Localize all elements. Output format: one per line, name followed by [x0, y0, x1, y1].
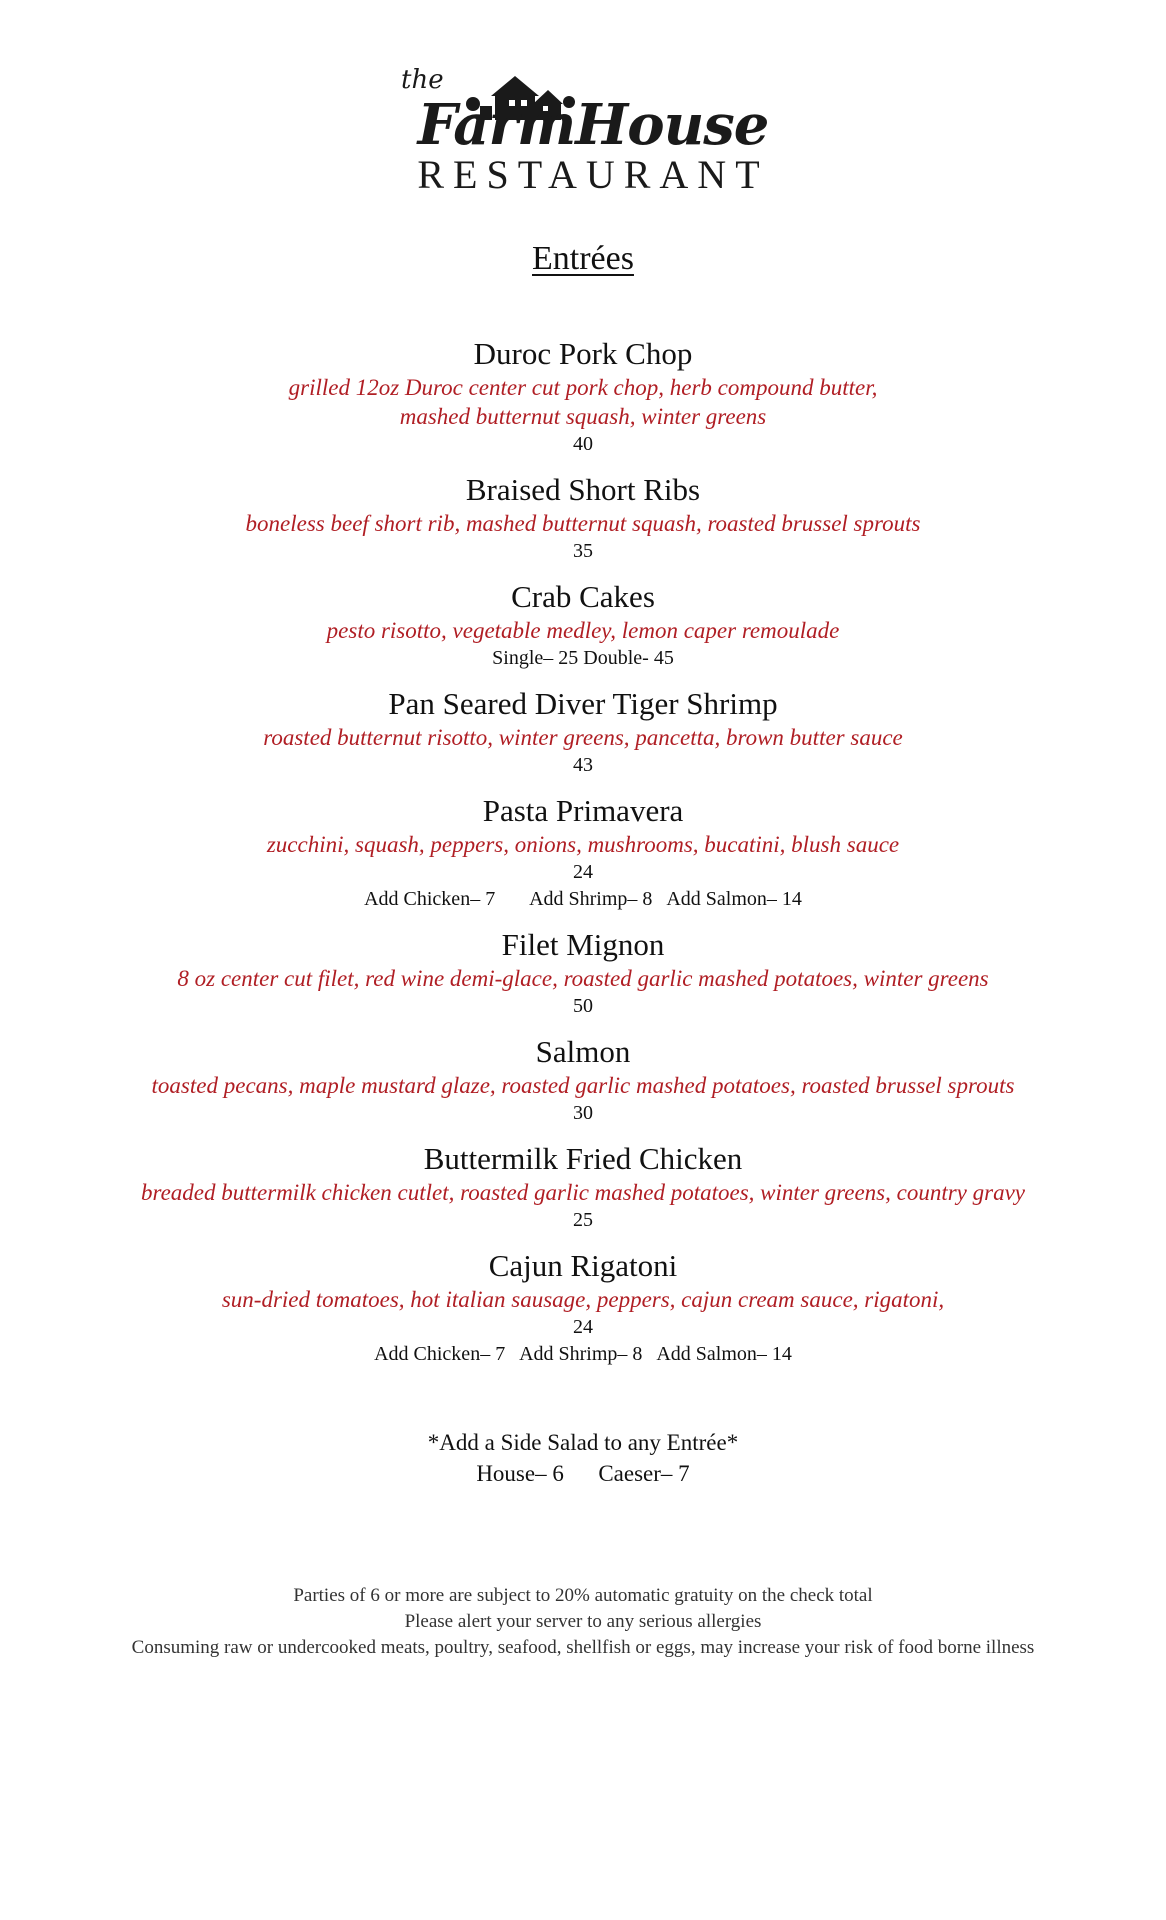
item-name: Braised Short Ribs: [465, 472, 701, 507]
item-price: 50: [573, 995, 593, 1017]
footer-notes: [0, 1583, 1166, 1661]
menu-item: [0, 471, 1166, 565]
item-description: sun-dried tomatoes, hot italian sausage, peppers, cajun cream sauce, rigatoni,: [221, 1287, 945, 1312]
item-price: 25: [573, 1209, 593, 1231]
menu-item: [0, 1033, 1166, 1127]
logo-top-text: the: [401, 66, 444, 95]
menu-item: [0, 1140, 1166, 1234]
item-price: 43: [573, 754, 593, 776]
logo-bottom-text: RESTAURANT: [417, 152, 769, 196]
item-add-ons: Add Chicken– 7 Add Shrimp– 8 Add Salmon– 14: [374, 1343, 792, 1365]
item-description: mashed butternut squash, winter greens: [399, 404, 767, 429]
item-add-ons: Add Chicken– 7 Add Shrimp– 8 Add Salmon– 14: [364, 888, 802, 910]
item-price: 24: [573, 861, 593, 883]
entree-list: [0, 335, 1166, 1381]
menu-item: [0, 926, 1166, 1020]
menu-item: [0, 792, 1166, 913]
side-salad-note: [0, 1427, 1166, 1489]
item-price: Single– 25 Double- 45: [492, 647, 674, 669]
item-description: toasted pecans, maple mustard glaze, roasted garlic mashed potatoes, roasted brussel sprouts: [151, 1073, 1015, 1098]
menu-item: [0, 1247, 1166, 1368]
item-description: grilled 12oz Duroc center cut pork chop, herb compound butter,: [288, 375, 878, 400]
item-name: Buttermilk Fried Chicken: [423, 1141, 743, 1176]
item-price: 24: [573, 1316, 593, 1338]
logo-script-text: FarmHouse: [417, 92, 769, 158]
item-name: Pasta Primavera: [482, 793, 684, 828]
footer-line: Parties of 6 or more are subject to 20% automatic gratuity on the check total: [293, 1585, 873, 1606]
side-salad-title: *Add a Side Salad to any Entrée*: [427, 1430, 739, 1455]
item-price: 30: [573, 1102, 593, 1124]
item-name: Salmon: [535, 1034, 631, 1069]
item-description: boneless beef short rib, mashed butternut squash, roasted brussel sprouts: [245, 511, 921, 536]
menu-item: [0, 685, 1166, 779]
item-price: 40: [573, 433, 593, 455]
side-salad-options: House– 6 Caeser– 7: [476, 1461, 690, 1486]
menu-item: [0, 578, 1166, 672]
item-description: roasted butternut risotto, winter greens, pancetta, brown butter sauce: [263, 725, 903, 750]
item-name: Cajun Rigatoni: [488, 1248, 678, 1283]
footer-line: Please alert your server to any serious allergies: [404, 1611, 762, 1632]
footer-line: Consuming raw or undercooked meats, poultry, seafood, shellfish or eggs, may increase your risk of food borne illness: [131, 1637, 1035, 1658]
item-description: breaded buttermilk chicken cutlet, roasted garlic mashed potatoes, winter greens, country gravy: [140, 1180, 1026, 1205]
section-title: Entrées: [532, 240, 634, 277]
item-name: Pan Seared Diver Tiger Shrimp: [388, 686, 778, 721]
item-name: Duroc Pork Chop: [473, 336, 693, 371]
item-description: 8 oz center cut filet, red wine demi-glace, roasted garlic mashed potatoes, winter greens: [177, 966, 989, 991]
menu-item: [0, 335, 1166, 458]
restaurant-logo: [383, 66, 803, 196]
item-name: Crab Cakes: [511, 579, 655, 614]
item-price: 35: [573, 540, 593, 562]
item-description: zucchini, squash, peppers, onions, mushrooms, bucatini, blush sauce: [266, 832, 900, 857]
item-description: pesto risotto, vegetable medley, lemon caper remoulade: [326, 618, 840, 643]
item-name: Filet Mignon: [501, 927, 665, 962]
